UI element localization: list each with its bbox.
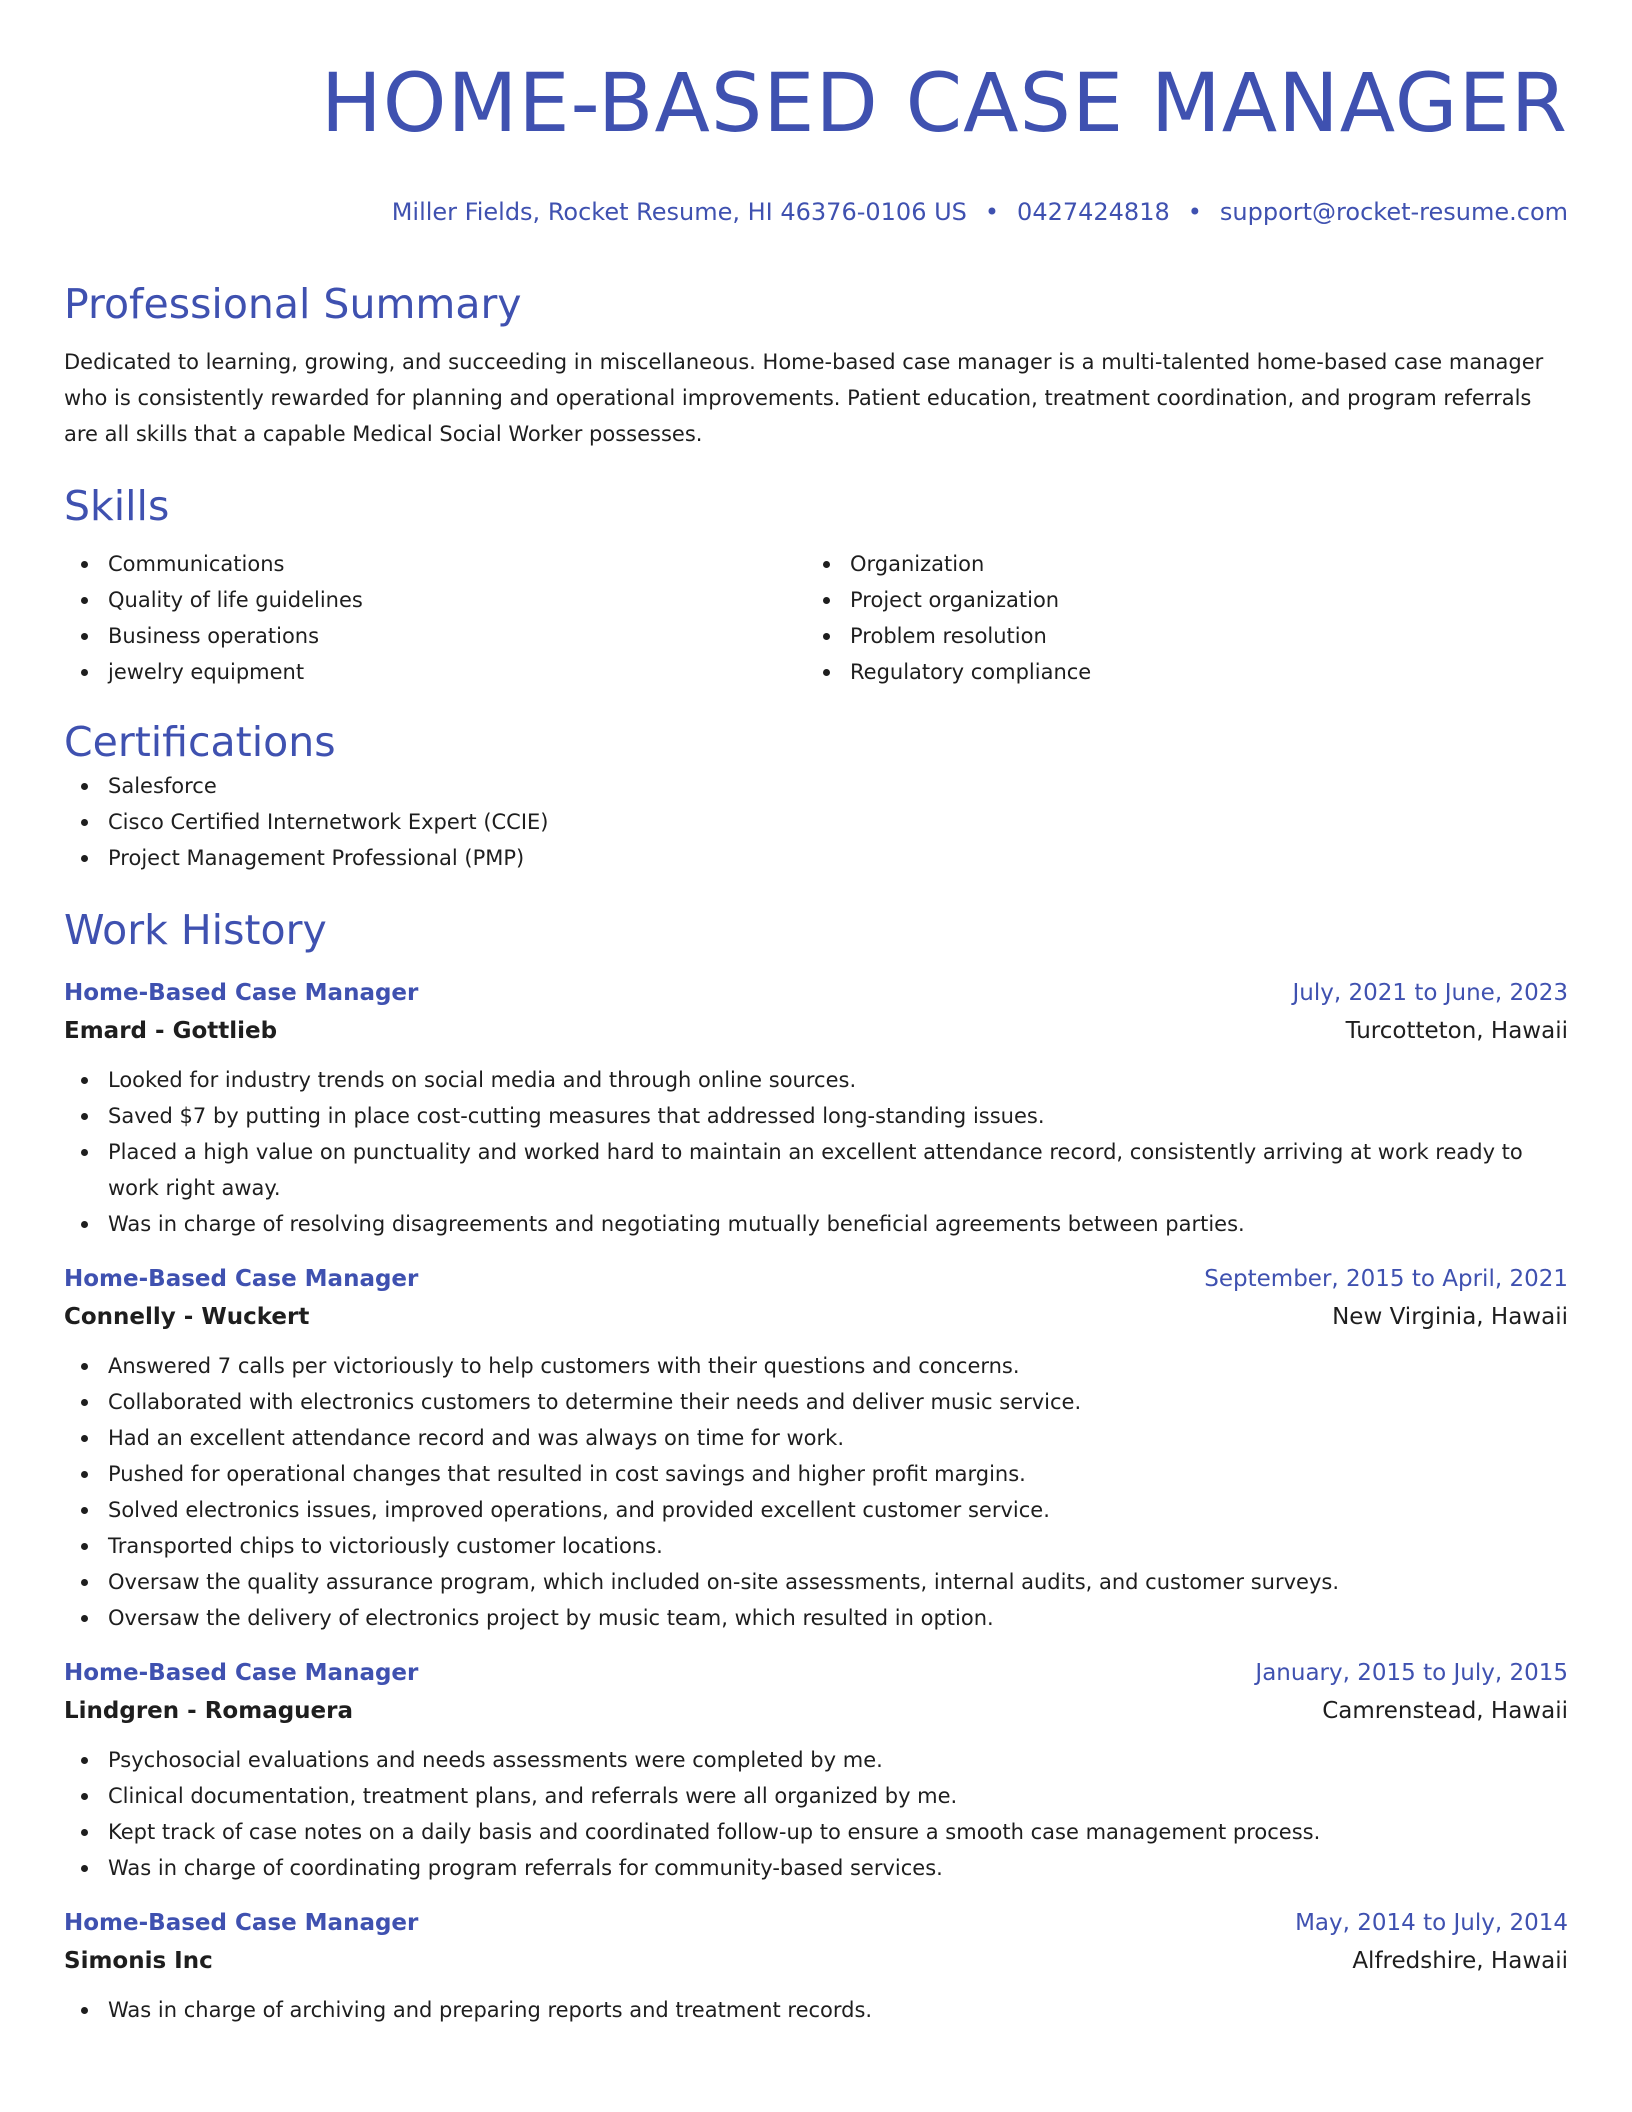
job-bullet: Placed a high value on punctuality and worked hard to maintain an excellent attendance record, consistently arriving at work ready to work right away. <box>64 1134 1568 1206</box>
job-company-row <box>64 1692 1568 1730</box>
job-title: Home-Based Case Manager <box>64 1910 419 1936</box>
job-bullet: Clinical documentation, treatment plans, and referrals were all organized by me. <box>64 1778 1568 1814</box>
contact-line <box>64 196 1568 228</box>
job-title: Home-Based Case Manager <box>64 1266 419 1292</box>
job-bullet: Solved electronics issues, improved operations, and provided excellent customer service. <box>64 1492 1568 1528</box>
contact-separator: • <box>984 198 1000 226</box>
certifications-heading: Certifications <box>64 718 336 766</box>
job-location: New Virginia, Hawaii <box>1332 1304 1568 1330</box>
skill-item: Organization <box>806 546 1548 582</box>
contact-email: support@rocket-resume.com <box>1219 198 1568 226</box>
skill-item: jewelry equipment <box>64 654 806 690</box>
job-header-row <box>64 1260 1568 1298</box>
job-company-row <box>64 1298 1568 1336</box>
job-location: Camrenstead, Hawaii <box>1322 1698 1568 1724</box>
skill-item: Quality of life guidelines <box>64 582 806 618</box>
contact-separator: • <box>1187 198 1202 226</box>
skills-column-right <box>806 546 1548 690</box>
job-bullet: Looked for industry trends on social media and through online sources. <box>64 1062 1568 1098</box>
job-header-row <box>64 1654 1568 1692</box>
job-entry <box>64 1654 1568 1886</box>
job-company-row <box>64 1012 1568 1050</box>
resume-page <box>64 0 1568 2028</box>
job-company: Simonis Inc <box>64 1948 213 1974</box>
job-title: Home-Based Case Manager <box>64 980 419 1006</box>
job-company: Connelly - Wuckert <box>64 1304 310 1330</box>
job-bullets <box>64 1062 1568 1242</box>
certification-item: Salesforce <box>64 768 1568 804</box>
skill-item: Regulatory compliance <box>806 654 1548 690</box>
job-bullets <box>64 1348 1568 1636</box>
job-entry <box>64 1260 1568 1636</box>
job-bullet: Oversaw the quality assurance program, which included on-site assessments, internal audits, and customer surveys. <box>64 1564 1568 1600</box>
summary-heading: Professional Summary <box>64 280 522 328</box>
job-bullet: Pushed for operational changes that resulted in cost savings and higher profit margins. <box>64 1456 1568 1492</box>
job-bullet: Collaborated with electronics customers to determine their needs and deliver music service. <box>64 1384 1568 1420</box>
certifications-list <box>64 768 1568 876</box>
job-entry <box>64 974 1568 1242</box>
skills-heading: Skills <box>64 482 170 530</box>
contact-address: Miller Fields, Rocket Resume, HI 46376-0106 US <box>391 198 967 226</box>
resume-title: HOME-BASED CASE MANAGER <box>320 57 1568 151</box>
skills-column-left <box>64 546 806 690</box>
skill-item: Problem resolution <box>806 618 1548 654</box>
job-dates: September, 2015 to April, 2021 <box>1204 1266 1568 1292</box>
job-company: Lindgren - Romaguera <box>64 1698 354 1724</box>
job-bullets <box>64 1992 1568 2028</box>
job-entry <box>64 1904 1568 2028</box>
job-bullet: Kept track of case notes on a daily basis and coordinated follow-up to ensure a smooth case management process. <box>64 1814 1568 1850</box>
skill-item: Communications <box>64 546 806 582</box>
job-bullet: Psychosocial evaluations and needs assessments were completed by me. <box>64 1742 1568 1778</box>
job-dates: July, 2021 to June, 2023 <box>1292 980 1568 1006</box>
contact-phone: 0427424818 <box>1017 198 1170 226</box>
job-header-row <box>64 1904 1568 1942</box>
job-dates: January, 2015 to July, 2015 <box>1255 1660 1568 1686</box>
job-bullet: Answered 7 calls per victoriously to help customers with their questions and concerns. <box>64 1348 1568 1384</box>
work-history-heading: Work History <box>64 906 327 954</box>
job-header-row <box>64 974 1568 1012</box>
job-bullet: Was in charge of coordinating program referrals for community-based services. <box>64 1850 1568 1886</box>
job-bullet: Had an excellent attendance record and was always on time for work. <box>64 1420 1568 1456</box>
job-company: Emard - Gottlieb <box>64 1018 278 1044</box>
job-bullet: Was in charge of archiving and preparing reports and treatment records. <box>64 1992 1568 2028</box>
job-bullet: Saved $7 by putting in place cost-cutting measures that addressed long-standing issues. <box>64 1098 1568 1134</box>
job-bullet: Oversaw the delivery of electronics project by music team, which resulted in option. <box>64 1600 1568 1636</box>
job-bullet: Was in charge of resolving disagreements and negotiating mutually beneficial agreements between parties. <box>64 1206 1568 1242</box>
job-bullet: Transported chips to victoriously customer locations. <box>64 1528 1568 1564</box>
certification-item: Project Management Professional (PMP) <box>64 840 1568 876</box>
skill-item: Business operations <box>64 618 806 654</box>
job-bullets <box>64 1742 1568 1886</box>
certification-item: Cisco Certified Internetwork Expert (CCIE) <box>64 804 1568 840</box>
job-dates: May, 2014 to July, 2014 <box>1295 1910 1568 1936</box>
skills-list <box>64 546 1568 690</box>
summary-text: Dedicated to learning, growing, and succeeding in miscellaneous. Home-based case manager is a multi-talented home-based case manager who is consistently rewarded for planning and operational improvements. Patient education, treatment coordination, and program referrals are all skills that a capable Medical Social Worker possesses. <box>64 350 1544 446</box>
job-company-row <box>64 1942 1568 1980</box>
skill-item: Project organization <box>806 582 1548 618</box>
job-location: Turcotteton, Hawaii <box>1345 1018 1568 1044</box>
job-title: Home-Based Case Manager <box>64 1660 419 1686</box>
job-location: Alfredshire, Hawaii <box>1352 1948 1568 1974</box>
